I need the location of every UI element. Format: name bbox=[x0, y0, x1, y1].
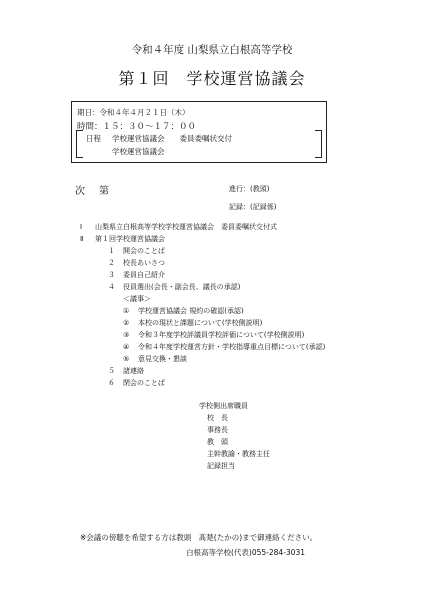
schedule-line-2: 学校運営協議会 bbox=[112, 147, 165, 156]
agenda-item-number: ２ bbox=[108, 259, 115, 267]
agenda-item bbox=[123, 318, 262, 328]
recorder-note: 記録：(記録係) bbox=[229, 203, 277, 211]
agenda-item-text: ＜議事＞ bbox=[123, 295, 151, 303]
staff-member: 主幹教諭・教務主任 bbox=[207, 450, 270, 458]
meeting-title: 第１回 学校運営協議会 bbox=[118, 69, 306, 88]
agenda-item-number: ③ bbox=[123, 331, 130, 339]
agenda-item bbox=[123, 330, 304, 340]
agenda-item-number: ６ bbox=[108, 379, 115, 387]
agenda-item bbox=[108, 246, 165, 256]
school-heading: 令和４年度 山梨県立白根高等学校 bbox=[131, 44, 293, 56]
footer-note: ※会議の傍聴を希望する方は教頭 髙楚(たかの)まで御連絡ください。 bbox=[80, 533, 318, 542]
agenda-item-text: 本校の現状と課題について(学校側説明) bbox=[138, 319, 263, 327]
agenda-item bbox=[108, 378, 165, 388]
agenda-item-number: Ⅰ bbox=[80, 223, 83, 231]
agenda-item-number: ⑤ bbox=[123, 355, 130, 363]
agenda-item-text: 閉会のことば bbox=[123, 379, 165, 387]
agenda-item-text: 令和４年度学校運営方針・学校指導重点目標について(承認) bbox=[138, 343, 326, 351]
agenda-item bbox=[123, 306, 244, 316]
agenda-item bbox=[80, 234, 165, 244]
agenda-item bbox=[108, 282, 240, 292]
schedule-line-1: 学校運営協議会 委員委嘱状交付 bbox=[112, 134, 232, 143]
staff-member: 事務長 bbox=[207, 426, 228, 434]
agenda-item-number: ① bbox=[123, 307, 130, 315]
agenda-item-number: ３ bbox=[108, 271, 115, 279]
agenda-item bbox=[108, 270, 165, 280]
agenda-item-number: １ bbox=[108, 247, 115, 255]
agenda-item-number: ４ bbox=[108, 283, 115, 291]
agenda-item-number: Ⅱ bbox=[80, 235, 84, 243]
agenda-item-text: 山梨県立白根高等学校学校運営協議会 委員委嘱状交付式 bbox=[95, 223, 277, 231]
staff-member: 校 長 bbox=[207, 414, 228, 422]
moderator-note: 進行：(教頭) bbox=[229, 185, 270, 193]
staff-member: 記録担当 bbox=[207, 462, 235, 470]
agenda-item-text: 校長あいさつ bbox=[123, 259, 165, 267]
schedule-label: 日程 bbox=[86, 134, 101, 143]
staff-member: 教 頭 bbox=[207, 438, 228, 446]
order-heading: 次 第 bbox=[75, 186, 111, 197]
agenda-item bbox=[123, 294, 151, 304]
agenda-item bbox=[108, 258, 165, 268]
agenda-item-text: 意見交換・懇談 bbox=[138, 355, 187, 363]
agenda-item-text: 役員選出(会長・副会長、議長の承認) bbox=[123, 283, 241, 291]
agenda-item bbox=[123, 342, 325, 352]
agenda-item-text: 委員自己紹介 bbox=[123, 271, 165, 279]
agenda-item-number: ④ bbox=[123, 343, 130, 351]
agenda-item-text: 第１回学校運営協議会 bbox=[95, 235, 165, 243]
meeting-time: 時間：１５：３０～１７：００ bbox=[77, 122, 197, 132]
agenda-item-number: ５ bbox=[108, 367, 115, 375]
staff-heading: 学校側出席職員 bbox=[199, 402, 248, 410]
agenda-item-text: 学校運営協議会 規約の確認(承認) bbox=[138, 307, 244, 315]
meeting-info-box bbox=[71, 101, 327, 163]
meeting-date: 期日：令和４年４月２１日（木） bbox=[77, 108, 190, 117]
agenda-item bbox=[108, 366, 144, 376]
left-bracket bbox=[76, 130, 83, 158]
agenda-item bbox=[80, 222, 277, 232]
agenda-item-number: ② bbox=[123, 319, 130, 327]
agenda-item bbox=[123, 354, 187, 364]
footer-contact: 白根高等学校(代表)055-284-3031 bbox=[186, 548, 305, 557]
agenda-item-text: 開会のことば bbox=[123, 247, 165, 255]
agenda-item-text: 諸連絡 bbox=[123, 367, 144, 375]
right-bracket bbox=[315, 130, 322, 158]
agenda-item-text: 令和３年度学校評議員学校評価について(学校側説明) bbox=[138, 331, 305, 339]
